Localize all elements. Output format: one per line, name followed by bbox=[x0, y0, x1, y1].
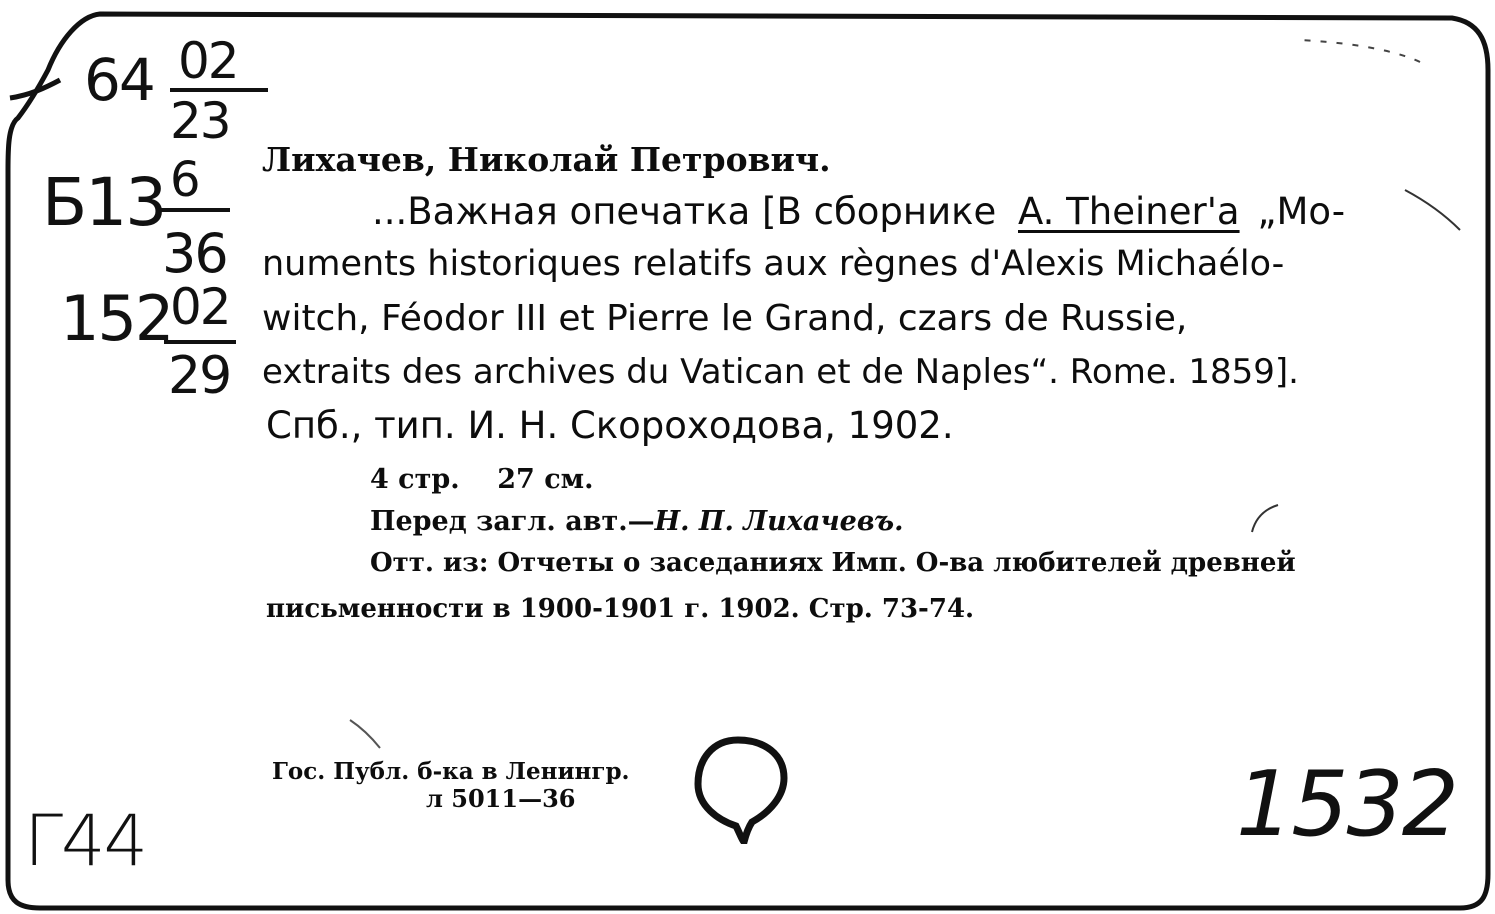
shelf-mark-row1-numerator: 02 bbox=[178, 32, 238, 90]
punch-hole bbox=[690, 734, 790, 844]
shelf-mark-row1-denominator: 23 bbox=[170, 92, 230, 150]
shelf-mark-row3-denominator: 29 bbox=[168, 346, 231, 406]
shelf-mark-row2-denominator: 36 bbox=[162, 222, 227, 285]
title-line-1-tail: „Mo- bbox=[1257, 190, 1346, 233]
title-line-2: numents historiques relatifs aux règnes d'Alexis Michaélo- bbox=[262, 244, 1285, 284]
shelf-mark-row3-prefix: 152 bbox=[60, 282, 173, 355]
stamp-number: л 5011—36 bbox=[426, 784, 576, 813]
shelf-mark-row3-numerator: 02 bbox=[170, 278, 230, 336]
offprint-line-1: Отт. из: Отчеты о заседаниях Имп. О-ва любителей древней bbox=[370, 548, 1296, 578]
shelf-mark-row3-divider bbox=[164, 340, 236, 344]
shelf-mark-row1-prefix: 64 bbox=[84, 46, 154, 114]
imprint-line: Спб., тип. И. Н. Скороходова, 1902. bbox=[266, 404, 954, 447]
title-line-1 bbox=[372, 190, 1345, 233]
library-stamp: Гос. Публ. б-ка в Ленингр. bbox=[272, 758, 630, 785]
handwritten-mark-bottom-right: 1532 bbox=[1236, 752, 1458, 857]
author-note-name: Н. П. Лихачевъ. bbox=[654, 506, 904, 537]
offprint-line-2: письменности в 1900-1901 г. 1902. Стр. 73-74. bbox=[266, 594, 975, 624]
shelf-mark-row2-divider bbox=[160, 208, 230, 212]
handwritten-mark-bottom-left: Г44 bbox=[24, 800, 147, 882]
editor-name: A. Theiner'a bbox=[1018, 190, 1240, 233]
shelf-mark-row2-numerator: 6 bbox=[170, 152, 199, 208]
title-line-1-text: ...Важная опечатка [В сборнике bbox=[372, 190, 997, 233]
shelf-mark-row2-prefix: Б13 bbox=[42, 164, 166, 241]
collation: 4 стр. 27 см. bbox=[370, 464, 594, 495]
title-line-3: witch, Féodor III et Pierre le Grand, czars de Russie, bbox=[262, 298, 1188, 339]
author-note bbox=[370, 506, 904, 537]
author-note-prefix: Перед загл. авт.— bbox=[370, 506, 655, 537]
author-heading: Лихачев, Николай Петрович. bbox=[262, 140, 831, 179]
title-line-4: extraits des archives du Vatican et de Naples“. Rome. 1859]. bbox=[262, 352, 1299, 392]
